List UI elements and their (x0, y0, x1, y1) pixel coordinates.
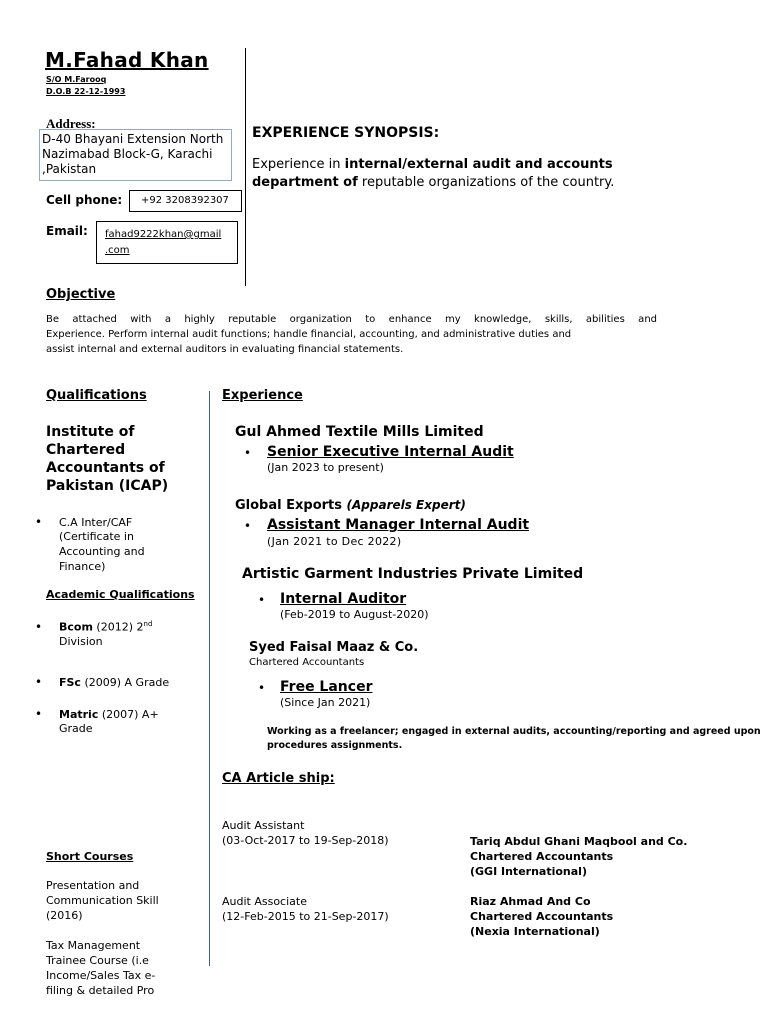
bcom-label: Bcom (59, 620, 93, 634)
article1-period: (03-Oct-2017 to 19-Sep-2018) (222, 834, 389, 847)
article2-firm-line-3: (Nexia International) (470, 925, 600, 938)
job2-company-note: (Apparels Expert) (346, 498, 466, 512)
job1-period: (Jan 2023 to present) (267, 461, 384, 474)
course2-line-3: Income/Sales Tax e- (46, 969, 156, 982)
fsc-label: FSc (59, 676, 81, 689)
article2-period: (12-Feb-2015 to 21-Sep-2017) (222, 910, 389, 923)
cell-label: Cell phone: (46, 193, 123, 207)
ca-line-1: C.A Inter/CAF (59, 516, 133, 529)
synopsis-line-2 (252, 175, 614, 190)
institute-line-4: Pakistan (ICAP) (46, 478, 169, 494)
objective-line-3: assist internal and external auditors in evaluating financial statements. (46, 344, 404, 355)
objective-line-1: Be attached with a highly reputable organization to enhance my knowledge, skills, abilities and (46, 314, 657, 325)
matric-line-1 (59, 708, 159, 721)
objective-title: Objective (46, 287, 116, 302)
address-line-2: Nazimabad Block-G, Karachi (42, 147, 213, 161)
bullet-icon: • (244, 446, 252, 460)
job1-company: Gul Ahmed Textile Mills Limited (235, 424, 484, 440)
date-of-birth: D.O.B 22-12-1993 (46, 87, 126, 96)
short-courses-title: Short Courses (46, 850, 134, 863)
address-line-1: D-40 Bhayani Extension North (42, 132, 224, 146)
bullet-icon: • (35, 620, 43, 634)
article1-firm-line-3: (GGI International) (470, 865, 587, 878)
course2-line-4: filing & detailed Pro (46, 984, 155, 997)
institute-line-3: Accountants of (46, 460, 165, 476)
job3-company: Artistic Garment Industries Private Limited (242, 566, 584, 582)
job2-company-line (235, 498, 466, 513)
bullet-icon: • (258, 681, 266, 695)
freelance-line-2: procedures assignments. (267, 740, 403, 751)
bcom-sup: nd (143, 620, 153, 628)
bcom-line-1 (59, 620, 152, 634)
article1-firm-line-1: Tariq Abdul Ghani Maqbool and Co. (470, 835, 688, 848)
article2-role: Audit Associate (222, 895, 307, 908)
institute-line-1: Institute of (46, 424, 135, 440)
academic-title: Academic Qualifications (46, 588, 195, 601)
synopsis-line-1-pre: Experience in (252, 157, 345, 172)
fsc-detail: (2009) A Grade (80, 676, 170, 689)
experience-title: Experience (222, 388, 303, 403)
course1-line-1: Presentation and (46, 879, 140, 892)
matric-detail: (2007) A+ (98, 708, 159, 721)
address-label: Address: (46, 116, 96, 131)
synopsis-line-1 (252, 157, 613, 172)
father-name: S/O M.Farooq (46, 75, 107, 84)
address-line-3: ,Pakistan (42, 162, 97, 176)
cell-box (129, 190, 242, 212)
bcom-line-2: Division (59, 635, 103, 648)
course2-line-2: Trainee Course (i.e (46, 954, 149, 967)
synopsis-line-2-bold: department of (252, 175, 358, 190)
email-label: Email: (46, 224, 88, 238)
job4-period: (Since Jan 2021) (280, 696, 371, 709)
bullet-icon: • (35, 675, 43, 689)
job3-role: Internal Auditor (280, 591, 407, 607)
job4-subtitle: Chartered Accountants (249, 657, 365, 668)
ca-line-4: Finance) (59, 560, 106, 573)
article1-role: Audit Assistant (222, 819, 305, 832)
synopsis-line-1-bold: internal/external audit and accounts (344, 157, 613, 172)
job2-company: Global Exports (235, 498, 347, 513)
email-line-1[interactable]: fahad9222khan@gmail (105, 229, 222, 240)
bcom-detail: (2012) 2 (92, 620, 144, 634)
fsc-line (59, 676, 169, 689)
article1-firm-line-2: Chartered Accountants (470, 850, 614, 863)
synopsis-line-2-post: reputable organizations of the country. (357, 175, 615, 190)
cell-value: +92 3208392307 (141, 195, 229, 206)
matric-label: Matric (59, 708, 99, 721)
job2-period: (Jan 2021 to Dec 2022) (267, 535, 402, 548)
bullet-icon: • (35, 515, 43, 529)
institute-line-2: Chartered (46, 442, 126, 458)
candidate-name: M.Fahad Khan (45, 48, 209, 72)
job3-period: (Feb-2019 to August-2020) (280, 608, 429, 621)
address-box (39, 129, 232, 181)
synopsis-title: EXPERIENCE SYNOPSIS: (252, 125, 440, 141)
header-divider (245, 48, 246, 286)
course2-line-1: Tax Management (46, 939, 141, 952)
objective-line-2: Experience. Perform internal audit functions; handle financial, accounting, and administrative duties and (46, 329, 572, 340)
course1-line-2: Communication Skill (46, 894, 159, 907)
column-divider (209, 391, 210, 966)
article2-firm-line-2: Chartered Accountants (470, 910, 614, 923)
bullet-icon: • (35, 707, 43, 721)
article2-firm-line-1: Riaz Ahmad And Co (470, 895, 591, 908)
ca-line-3: Accounting and (59, 545, 145, 558)
job4-role: Free Lancer (280, 679, 373, 695)
freelance-line-1: Working as a freelancer; engaged in external audits, accounting/reporting and agreed upon (267, 726, 761, 737)
qualifications-title: Qualifications (46, 388, 147, 403)
ca-line-2: (Certificate in (59, 530, 134, 543)
job1-role: Senior Executive Internal Audit (267, 444, 514, 460)
course1-line-3: (2016) (46, 909, 83, 922)
bullet-icon: • (244, 519, 252, 533)
article-title: CA Article ship: (222, 771, 335, 786)
email-line-2[interactable]: .com (105, 245, 130, 256)
bullet-icon: • (258, 593, 266, 607)
job4-company: Syed Faisal Maaz & Co. (249, 640, 419, 655)
job2-role: Assistant Manager Internal Audit (267, 517, 530, 533)
matric-line-2: Grade (59, 722, 93, 735)
email-box (96, 221, 238, 264)
